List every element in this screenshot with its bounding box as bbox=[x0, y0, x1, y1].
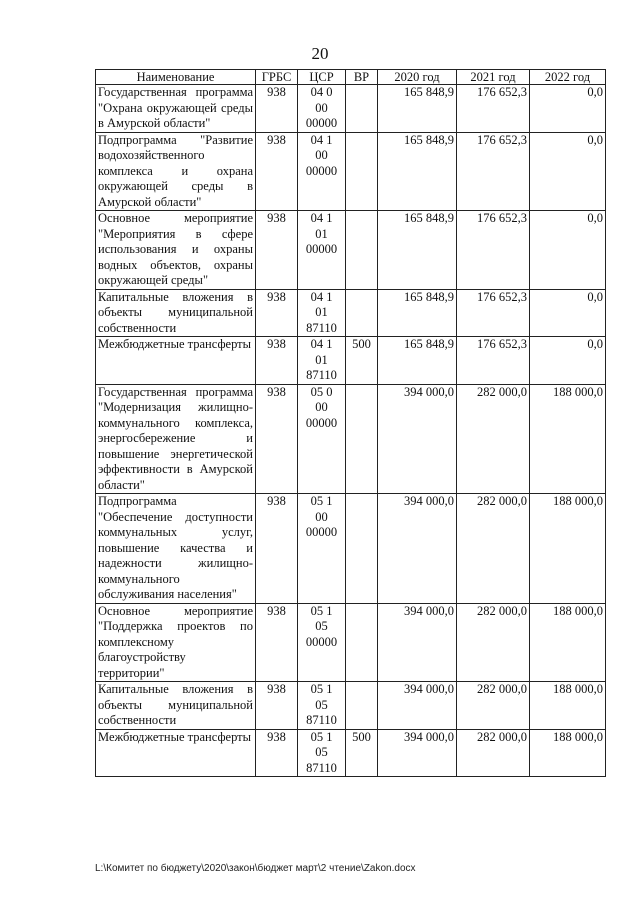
row-csr bbox=[298, 729, 346, 777]
row-2020: 394 000,0 bbox=[378, 494, 457, 604]
csr-part: 04 0 bbox=[310, 85, 333, 99]
row-csr bbox=[298, 337, 346, 385]
header-csr: ЦСР bbox=[298, 70, 346, 85]
row-name: Капитальные вложения в объекты муниципальной собственности bbox=[96, 289, 256, 337]
row-vr bbox=[346, 132, 378, 211]
csr-part: 05 1 bbox=[310, 603, 333, 618]
row-vr bbox=[346, 682, 378, 730]
budget-table bbox=[95, 69, 606, 777]
row-2021: 176 652,3 bbox=[457, 211, 530, 290]
table-row bbox=[96, 603, 606, 682]
header-2022: 2022 год bbox=[530, 70, 606, 85]
row-2020: 394 000,0 bbox=[378, 603, 457, 682]
row-2022: 0,0 bbox=[530, 289, 606, 337]
row-name: Государственная программа "Охрана окружающей среды в Амурской области" bbox=[96, 85, 256, 133]
row-2022: 0,0 bbox=[530, 337, 606, 385]
table-row bbox=[96, 132, 606, 211]
row-name: Межбюджетные трансферты bbox=[96, 337, 256, 385]
row-2020: 394 000,0 bbox=[378, 729, 457, 777]
csr-part: 87110 bbox=[306, 320, 337, 335]
row-2020: 165 848,9 bbox=[378, 337, 457, 385]
csr-part: 00000 bbox=[305, 163, 338, 178]
header-vr: ВР bbox=[346, 70, 378, 85]
row-csr bbox=[298, 384, 346, 494]
row-2022: 188 000,0 bbox=[530, 494, 606, 604]
row-2022: 0,0 bbox=[530, 211, 606, 290]
row-csr bbox=[298, 132, 346, 211]
page-number: 20 bbox=[311, 44, 329, 63]
csr-part: 05 1 bbox=[310, 682, 333, 696]
table-row bbox=[96, 211, 606, 290]
row-2021: 282 000,0 bbox=[457, 384, 530, 494]
csr-part: 00000 bbox=[305, 242, 338, 256]
row-name: Подпрограмма "Развитие водохозяйственного комплекса и охрана окружающей среды в Амурской области" bbox=[96, 132, 256, 211]
table-row bbox=[96, 384, 606, 494]
row-name: Государственная программа "Модернизация жилищно-коммунального комплекса, энергосбережение и повышение энергетической эффективности в Амурской области" bbox=[96, 384, 256, 494]
row-2021: 282 000,0 bbox=[457, 603, 530, 682]
row-2020: 165 848,9 bbox=[378, 211, 457, 290]
csr-part: 04 1 bbox=[310, 289, 333, 304]
row-csr bbox=[298, 85, 346, 133]
table-row bbox=[96, 729, 606, 777]
row-2021: 176 652,3 bbox=[457, 85, 530, 133]
row-grbs: 938 bbox=[256, 729, 298, 777]
csr-part: 04 1 bbox=[310, 337, 333, 351]
csr-part: 00 bbox=[315, 148, 328, 162]
row-csr bbox=[298, 682, 346, 730]
header-2021: 2021 год bbox=[457, 70, 530, 85]
csr-part: 87110 bbox=[306, 713, 337, 727]
table-row bbox=[96, 682, 606, 730]
csr-part: 00000 bbox=[305, 116, 338, 130]
row-2022: 188 000,0 bbox=[530, 603, 606, 682]
footer-file-path: L:\Комитет по бюджету\2020\закон\бюджет март\2 чтение\Zakon.docx bbox=[95, 863, 416, 874]
row-2020: 165 848,9 bbox=[378, 85, 457, 133]
row-2021: 176 652,3 bbox=[457, 132, 530, 211]
csr-part: 87110 bbox=[306, 368, 337, 382]
row-2022: 0,0 bbox=[530, 85, 606, 133]
row-name: Капитальные вложения в объекты муниципальной собственности bbox=[96, 682, 256, 730]
row-grbs: 938 bbox=[256, 682, 298, 730]
header-grbs: ГРБС bbox=[256, 70, 298, 85]
row-vr: 500 bbox=[346, 337, 378, 385]
row-vr bbox=[346, 289, 378, 337]
csr-part: 00000 bbox=[305, 415, 338, 430]
row-csr bbox=[298, 211, 346, 290]
header-name: Наименование bbox=[96, 70, 256, 85]
row-grbs: 938 bbox=[256, 289, 298, 337]
row-csr bbox=[298, 289, 346, 337]
csr-part: 05 0 bbox=[310, 384, 333, 399]
csr-part: 04 1 bbox=[310, 211, 333, 225]
row-vr bbox=[346, 85, 378, 133]
row-csr bbox=[298, 494, 346, 604]
row-grbs: 938 bbox=[256, 603, 298, 682]
row-name: Основное мероприятие "Мероприятия в сфере использования и охраны водных объектов, охраны окружающей среды" bbox=[96, 211, 256, 290]
row-grbs: 938 bbox=[256, 132, 298, 211]
table-row bbox=[96, 494, 606, 604]
row-grbs: 938 bbox=[256, 85, 298, 133]
row-2020: 165 848,9 bbox=[378, 289, 457, 337]
row-2021: 282 000,0 bbox=[457, 729, 530, 777]
row-2020: 394 000,0 bbox=[378, 682, 457, 730]
csr-part: 00 bbox=[315, 100, 328, 115]
row-vr bbox=[346, 211, 378, 290]
row-csr bbox=[298, 603, 346, 682]
csr-part: 01 bbox=[315, 226, 328, 241]
row-vr bbox=[346, 603, 378, 682]
row-grbs: 938 bbox=[256, 337, 298, 385]
csr-part: 00000 bbox=[305, 525, 338, 539]
csr-part: 05 1 bbox=[310, 494, 333, 508]
row-2022: 188 000,0 bbox=[530, 682, 606, 730]
csr-part: 05 bbox=[315, 697, 328, 712]
row-2020: 165 848,9 bbox=[378, 132, 457, 211]
row-2021: 282 000,0 bbox=[457, 494, 530, 604]
row-2021: 176 652,3 bbox=[457, 337, 530, 385]
table-row bbox=[96, 85, 606, 133]
row-2020: 394 000,0 bbox=[378, 384, 457, 494]
row-grbs: 938 bbox=[256, 494, 298, 604]
row-vr bbox=[346, 384, 378, 494]
row-name: Основное мероприятие "Поддержка проектов по комплексному благоустройству территории" bbox=[96, 603, 256, 682]
table-row bbox=[96, 337, 606, 385]
row-2021: 282 000,0 bbox=[457, 682, 530, 730]
header-2020: 2020 год bbox=[378, 70, 457, 85]
table-header-row bbox=[96, 70, 606, 85]
csr-part: 01 bbox=[315, 305, 328, 319]
row-name: Подпрограмма "Обеспечение доступности коммунальных услуг, повышение качества и надежности жилищно-коммунального обслуживания населения" bbox=[96, 494, 256, 604]
row-grbs: 938 bbox=[256, 211, 298, 290]
csr-part: 00000 bbox=[305, 634, 338, 649]
row-vr bbox=[346, 494, 378, 604]
table-body bbox=[96, 85, 606, 777]
row-2022: 0,0 bbox=[530, 132, 606, 211]
csr-part: 04 1 bbox=[310, 132, 333, 147]
csr-part: 05 1 bbox=[310, 729, 333, 744]
csr-part: 00 bbox=[315, 400, 328, 414]
csr-part: 05 bbox=[315, 619, 328, 633]
row-grbs: 938 bbox=[256, 384, 298, 494]
row-2022: 188 000,0 bbox=[530, 729, 606, 777]
row-vr: 500 bbox=[346, 729, 378, 777]
csr-part: 00 bbox=[315, 509, 328, 524]
row-2021: 176 652,3 bbox=[457, 289, 530, 337]
csr-part: 01 bbox=[315, 352, 328, 367]
row-2022: 188 000,0 bbox=[530, 384, 606, 494]
csr-part: 05 bbox=[315, 745, 328, 759]
csr-part: 87110 bbox=[306, 760, 337, 775]
table-row bbox=[96, 289, 606, 337]
row-name: Межбюджетные трансферты bbox=[96, 729, 256, 777]
